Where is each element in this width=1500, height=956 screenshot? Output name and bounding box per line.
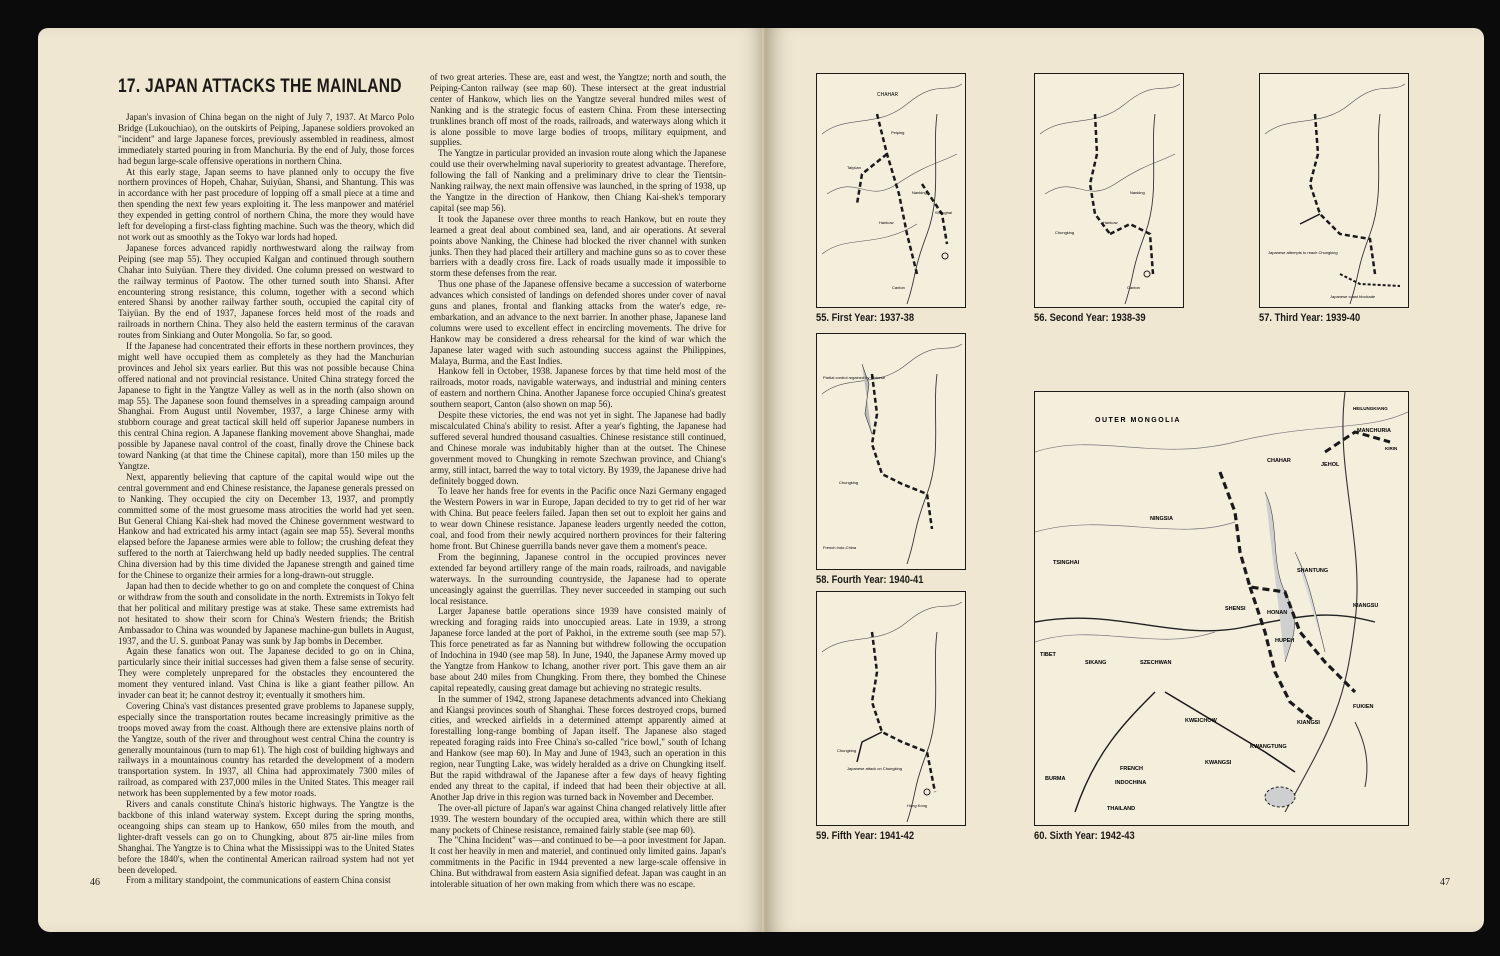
map-label: Chungking (837, 748, 857, 753)
map-label: Canton (892, 285, 905, 290)
map-58-drawing (817, 334, 965, 569)
paragraph: Larger Japanese battle operations since 1939 have consisted mainly of wrecking and foraging raids into unoccupied areas. Late in 1939, a strong Japanese force landed at the port of Pakhoi, in the extreme south (see map 57). This force penetrated as far as Nanning but withdrew following the occupation of Indochina in 1940 (see map 58). In June, 1940, the Japanese Army moved up the Yangtze from Hankow to Ichang, another river port. This gave them an air base about 240 miles from Chungking. From there, they bombed the Chinese capital repeatedly, causing great damage but achieving no strategic results. (430, 606, 726, 693)
text-column-1 (118, 112, 414, 886)
map-label: MANCHURIA (1357, 428, 1391, 434)
paragraph: Next, apparently believing that capture of the capital would wipe out the central government and end Chinese resistance, the Japanese generals pressed on to Nanking. They occupied the city on December 13, 1937, and promptly committed some of the most gruesome mass atrocities the world had yet seen. But General Chiang Kai-shek had moved the Chinese government westward to Hankow and had extricated his army intact (again see map 55). Several months elapsed before the Japanese armies were able to follow; the crushing defeat they suffered to the north at Taierchwang held up badly needed supplies. The central China diversion had by this time divided the Japanese strength and gained time for the Chinese to organize their armies for a long-drawn-out struggle. (118, 471, 414, 581)
map-label: HUPEH (1275, 638, 1295, 644)
book-spread (38, 28, 1484, 932)
map-label: Nanking (1130, 190, 1145, 195)
map-label: Hankow (1103, 220, 1118, 225)
map-label: JEHOL (1321, 462, 1340, 468)
paragraph: It took the Japanese over three months to reach Hankow, but en route they learned a great deal about combined sea, land, and air operations. At several points above Nanking, the Chinese had blocked the river channel with sunken junks. Then they had placed their artillery and machine guns so as to cover these barriers with a deadly cross fire. Lack of roads usually made it impossible to storm these defenses from the rear. (430, 213, 726, 279)
map-label: Chungking (1055, 230, 1075, 235)
paragraph: In the summer of 1942, strong Japanese detachments advanced into Chekiang and Kiangsi provinces south of Shanghai. These forces destroyed crops, burned cities, and wrecked airfields in a determined attempt apparently aimed at forestalling long-range bombing of Japan itself. The Japanese also staged repeated foraging raids into Free China's so-called "rice bowl," south of Ichang and Hankow (see map 60). In May and June of 1943, such an operation in this region, near Tungting Lake, was widely heralded as a drive on Chungking itself. But the rapid withdrawal of the Japanese after a few days of heavy fighting ended any threat to the capital, if indeed that had been their objective at all. Another Jap drive in this region was turned back in November and December. (430, 693, 726, 802)
map-56-drawing (1035, 74, 1183, 307)
map-label: Partial control regained by Chinese (823, 375, 886, 380)
map-58-caption: 58. Fourth Year: 1940-41 (816, 574, 924, 586)
paragraph: Japanese forces advanced rapidly northwestward along the railway from Peiping (see map 55). They occupied Kalgan and continued through southern Chahar into Suiyüan. There they divided. One column pressed on westward to the railway terminus of Paotow. The other turned south into Shansi. After encountering strong resistance, this column, together with a second which entered Shansi by another railway farther south, occupied the capital city of Taiyüan. By the end of 1937, Japanese forces held most of the roads and railroads in northern China. They also held the eastern terminus of the caravan routes from Sinkiang and Outer Mongolia. So far, so good. (118, 242, 414, 341)
paragraph: To leave her hands free for events in the Pacific once Nazi Germany engaged the Western Powers in war in Europe, Japan decided to try to get rid of her war with China. But peace feelers failed. Japan then set out to exploit her gains and to wear down Chinese resistance. Japanese leaders urgently needed the cotton, coal, and food from their newly acquired northern provinces for their faltering home front. But Chinese guerrilla bands never gave them a moment's peace. (430, 486, 726, 551)
map-label: Hong Kong (907, 803, 928, 808)
map-60 (1034, 391, 1409, 826)
paragraph: If the Japanese had concentrated their efforts in these northern provinces, they might well have occupied them as completely as they had the Manchurian provinces and Jehol six years earlier. But this was not possible because China offered national and not provincial resistance. United China strategy forced the Japanese to fight in the Yangtze Valley as well as in the north (also shown on map 55). The Japanese soon found themselves in a spreading campaign around Shanghai. From August until November, 1937, a large Chinese army with stubborn courage and great tactical skill held off superior Japanese numbers in this central China region. A Japanese flanking movement above Shanghai, made possible by Japanese naval control of the coast, finally drove the Chinese back toward Nanking (at that time the Chinese capital), more than 150 miles up the Yangtze. (118, 341, 414, 471)
map-56 (1034, 73, 1184, 308)
paragraph: Rivers and canals constitute China's historic highways. The Yangtze is the backbone of this inland waterway system. Except during the spring months, oceangoing ships can steam up to Hankow, 650 miles from the mouth, and lighter-draft vessels can go on to Chungking, about 875 air-line miles from Shanghai. The Yangtze is to China what the Mississippi was to the United States before the 1840's, when the continental American railroad system had not yet been developed. (118, 799, 414, 875)
map-label: BURMA (1045, 776, 1066, 782)
map-label: KIANGSU (1353, 603, 1379, 609)
map-label: KIANGSI (1297, 720, 1320, 726)
map-59-drawing (817, 592, 965, 825)
map-label: TSINGHAI (1053, 560, 1080, 566)
map-label: HEILUNGKIANG (1353, 406, 1388, 411)
left-page (38, 28, 766, 932)
text-column-2 (430, 72, 726, 890)
map-label: KIRIN (1385, 446, 1398, 451)
map-label: Peiping (891, 130, 905, 135)
map-55-caption: 55. First Year: 1937-38 (816, 312, 915, 324)
map-label: SHENSI (1225, 606, 1246, 612)
right-page (766, 28, 1484, 932)
map-label: SIKANG (1085, 660, 1107, 666)
map-label: INDOCHINA (1115, 780, 1147, 786)
map-label: TIBET (1040, 652, 1056, 658)
map-label: Shanghai (935, 210, 952, 215)
paragraph: The "China Incident" was—and continued to be—a poor investment for Japan. It cost her heavily in men and materiel, and continued only limited gains. Japan's commitments in the Pacific in 1944 prevented a new large-scale offensive in China. But withdrawal from eastern Asia signified defeat. Japan was caught in an intolerable situation of her own making from which there was no escape. (430, 835, 726, 890)
paragraph: Again these fanatics won out. The Japanese decided to go on in China, particularly since their initial successes had given them a false sense of security. They were completely unprepared for the obstacles they encountered the moment they ventured inland. Vast China is like a giant feather pillow. An invader can beat it; he cannot destroy it; eventually it smothers him. (118, 646, 414, 701)
map-label: Chungking (839, 480, 859, 485)
page-number-left: 46 (90, 877, 100, 888)
map-label: NINGSIA (1150, 516, 1173, 522)
map-label: Hankow (879, 220, 894, 225)
map-58 (816, 333, 966, 570)
map-60-caption: 60. Sixth Year: 1942-43 (1034, 830, 1135, 842)
map-label: Taiyüan (847, 165, 861, 170)
map-56-caption: 56. Second Year: 1938-39 (1034, 312, 1146, 324)
map-label: Japanese coast blockade (1330, 294, 1376, 299)
map-label: THAILAND (1107, 806, 1136, 812)
paragraph: Hankow fell in October, 1938. Japanese forces by that time held most of the railroads, motor roads, navigable waterways, and industrial and mining centers of eastern and northern China. Another Japanese force occupied China's greatest southern seaport, Canton (also shown on map 56). (430, 366, 726, 410)
map-label: Japanese attempts to reach Chungking (1268, 250, 1338, 255)
map-label: FUKIEN (1353, 704, 1374, 710)
map-label: Japanese attack on Chungking (847, 766, 902, 771)
map-60-drawing (1035, 392, 1408, 825)
paragraph: Japan's invasion of China began on the night of July 7, 1937. At Marco Polo Bridge (Lukouchiao), on the outskirts of Peiping, Japanese soldiers provoked an "incident" and large Japanese forces, previously assembled in readiness, almost immediately started pouring in from Manchuria. By the end of July, those forces had begun large-scale offensive operations in northern China. (118, 112, 414, 166)
paragraph: of two great arteries. These are, east and west, the Yangtze; north and south, the Peiping-Canton railway (see map 60). These intersect at the great industrial center of Hankow, which lies on the Yangtze several hundred miles west of Nanking and is the strategic focus of eastern China. From these intersecting trunklines branch off most of the roads, railroads, and waterways along which it is alone possible to move large bodies of troops, military equipment, and supplies. (430, 72, 726, 148)
map-59 (816, 591, 966, 826)
map-55 (816, 73, 966, 308)
map-57 (1259, 73, 1409, 308)
paragraph: Japan had then to decide whether to go on and complete the conquest of China or withdraw from the south and consolidate in the north. Extremists in Tokyo felt that her political and military prestige was at stake. These same extremists had not hesitated to show their scorn for China's Western friends; the British Ambassador to China was wounded by Japanese machine-gun bullets in August, 1937, and the U. S. gunboat Panay was sunk by Jap bombs in December. (118, 580, 414, 646)
map-59-caption: 59. Fifth Year: 1941-42 (816, 830, 915, 842)
paragraph: Thus one phase of the Japanese offensive became a succession of waterborne advances which consisted of landings on defended shores under cover of naval guns and planes, frontal and flanking attacks from the water's edge, re-embarkation, and an advance to the next barrier. In another phase, Japanese land columns were used to excellent effect in encircling movements. The drive for Hankow may be considered a dress rehearsal for the kind of war which the Japanese later waged with such astounding success against the Philippines, Malaya, Burma, and the East Indies. (430, 279, 726, 366)
map-label: CHAHAR (1267, 458, 1291, 464)
paragraph: At this early stage, Japan seems to have planned only to occupy the five northern provinces of Hopeh, Chahar, Suiyüan, Shansi, and Shantung. This was in accordance with her past procedure of lopping off a small piece at a time and then spending the next few years exploiting it. The less manpower and matériel they expended in getting control of northern China, the more they would have left for developing a first-class fighting machine. Such was the theory, which did not work out as smoothly as the Tokyo war lords had hoped. (118, 166, 414, 242)
paragraph: Covering China's vast distances presented grave problems to Japanese supply, especially since the transportation routes became increasingly primitive as the troops moved away from the coast. Although there are extensive plains north of the Yangtze, south of the river and throughout west central China the country is generally mountainous (turn to map 61). The high cost of building highways and railways in a mountainous country has retarded the development of a modern transportation system. In 1937, all China had approximately 7300 miles of railroad, as compared with 237,000 miles in the United States. This meager rail network has been supplemented by a few motor roads. (118, 700, 414, 799)
map-label: Canton (1127, 285, 1140, 290)
paragraph: The over-all picture of Japan's war against China changed relatively little after 1939. The western boundary of the occupied area, within which there are still many pockets of Chinese resistance, remained fairly stable (see map 60). (430, 802, 726, 835)
chapter-title: 17. JAPAN ATTACKS THE MAINLAND (118, 76, 402, 97)
map-label: OUTER MONGOLIA (1095, 417, 1181, 424)
map-label: CHAHAR (877, 92, 899, 98)
map-57-caption: 57. Third Year: 1939-40 (1259, 312, 1361, 324)
map-label: KWANGSI (1205, 760, 1232, 766)
map-label: SZECHWAN (1140, 660, 1172, 666)
map-57-drawing (1260, 74, 1408, 307)
map-label: KWEICHOW (1185, 718, 1217, 724)
map-55-drawing (817, 74, 965, 307)
paragraph: The Yangtze in particular provided an invasion route along which the Japanese could use their overwhelming naval superiority to greatest advantage. Therefore, following the fall of Nanking and a preliminary drive to clear the Tientsin-Nanking railway, the next main offensive was launched, in the spring of 1938, up the Yangtze in the direction of Hankow, then Chiang Kai-shek's temporary capital (see map 56). (430, 148, 726, 213)
paragraph: From the beginning, Japanese control in the occupied provinces never extended far beyond artillery range of the main roads, railroads, and navigable waterways. In the surrounding countryside, the Japanese had to operate unceasingly against the guerrillas. They never succeeded in stamping out such local resistance. (430, 551, 726, 606)
paragraph: From a military standpoint, the communications of eastern China consist (126, 875, 391, 886)
map-label: SHANTUNG (1297, 568, 1329, 574)
paragraph: Despite these victories, the end was not yet in sight. The Japanese had badly miscalculated China's ability to resist. After a year's fighting, the Japanese had suffered several hundred thousand casualties. Chinese resistance still continued, and Chinese morale was indubitably higher than at the outset. The Chinese government moved to Chungking in remote Szechwan province, and Chiang's army, still intact, barred the way to total victory. By 1939, the Japanese drive had definitely bogged down. (430, 410, 726, 486)
map-label: Nanking (912, 190, 927, 195)
map-label: HONAN (1267, 610, 1288, 616)
map-label: KWANGTUNG (1250, 744, 1287, 750)
page-number-right: 47 (1440, 877, 1450, 888)
map-label: FRENCH (1120, 766, 1143, 772)
map-label: French Indo-China (823, 545, 857, 550)
